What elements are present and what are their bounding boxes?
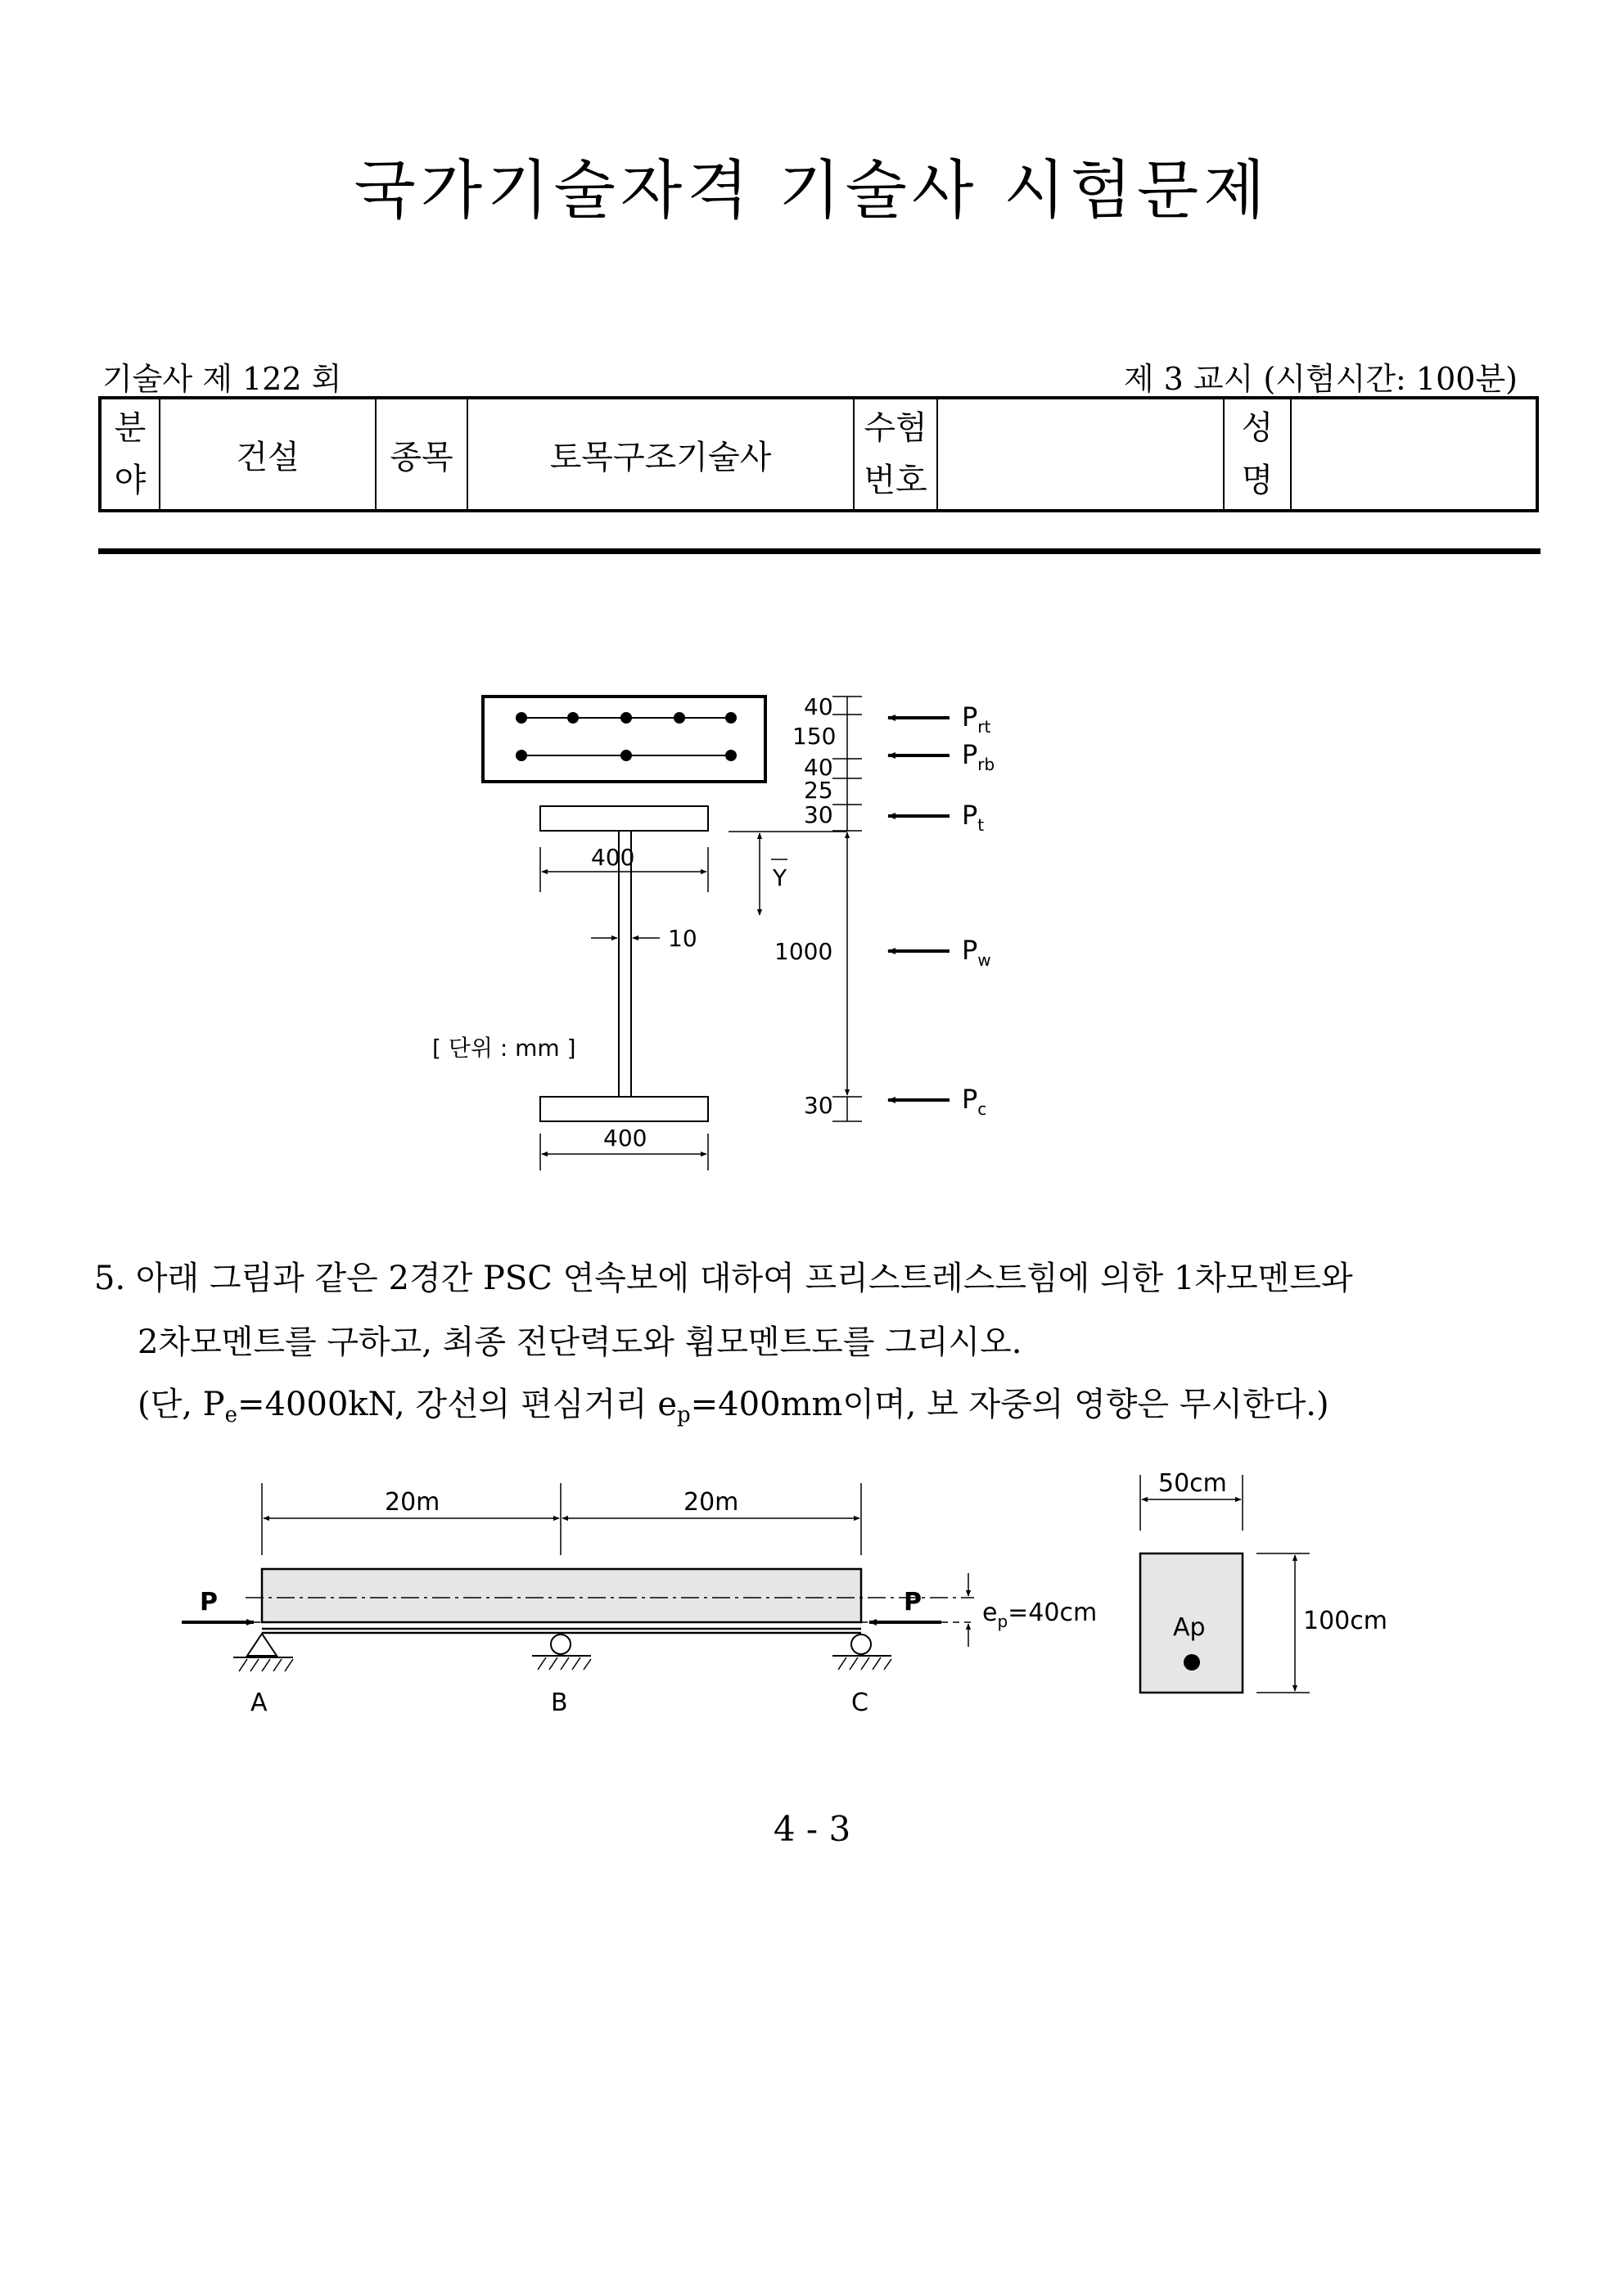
field-value: 건설 [160,398,376,511]
section-width-label: 50cm [1158,1469,1227,1498]
rebar-dot [620,712,632,724]
bottom-flange [540,1097,708,1121]
name-field[interactable] [1291,398,1537,511]
rebar-dot [725,750,737,761]
header-divider [98,548,1541,554]
support-b-label: B [551,1689,568,1717]
dim-web: 10 [668,925,697,952]
rebar-dot [516,750,527,761]
section-height-label: 100cm [1303,1607,1387,1635]
support-a-label: A [250,1689,268,1717]
dim-30-bottom: 30 [804,1092,833,1119]
category-value: 토목구조기술사 [467,398,854,511]
rebar-dot [516,712,527,724]
top-flange [540,806,708,831]
exam-session: 제 3 교시 (시험시간: 100분) [1123,361,1518,397]
rebar-slab [483,697,765,782]
dim-40-top: 40 [804,693,833,720]
beam-figure [0,1449,1624,1735]
span-2-label: 20m [683,1488,739,1517]
name-label: 성 명 [1224,398,1291,511]
rebar-dot [725,712,737,724]
roller-support-c [851,1634,871,1654]
roller-support-b [551,1634,571,1654]
dim-25: 25 [804,777,833,804]
unit-label: [ 단위 : mm ] [432,1035,576,1062]
problem-line-2: 2차모멘트를 구하고, 최종 전단력도와 휨모멘트도를 그리시오. [138,1323,1022,1361]
rebar-dot [620,750,632,761]
exam-round: 기술사 제 122 회 [102,361,342,397]
span-1-label: 20m [385,1488,440,1517]
p-left-label: P [200,1588,218,1616]
dim-top-flange: 400 [591,844,635,871]
force-prb: $P_{rb}$ [962,739,995,774]
dim-30-top: 30 [804,801,833,828]
force-pw: $P_w$ [962,935,991,970]
rebar-dot [567,712,579,724]
page-title: 국가기술자격 기술사 시험문제 [354,154,1270,228]
problem-line-1: 5. 아래 그림과 같은 2경간 PSC 연속보에 대하여 프리스트레스트힘에 의한 1차모멘트와 [94,1260,1353,1297]
section-figure [0,671,1624,1195]
page-number: 4 - 3 [773,1809,851,1849]
dim-1000: 1000 [774,938,833,965]
tendon-dot [1184,1654,1200,1671]
force-prt: $P_{rt}$ [962,701,991,737]
pin-support-a [247,1634,277,1656]
beam [262,1569,861,1622]
problem-line-3: (단, $P_e=4000kN$, 강선의 편심거리 $e_p=400mm$이며, 보 자중의 영향은 무시한다.) [138,1386,1329,1427]
force-pt: $P_t$ [962,800,985,835]
dim-bottom-flange: 400 [603,1125,647,1152]
dim-150: 150 [792,723,837,750]
support-c-label: C [851,1689,868,1717]
dim-40-mid: 40 [804,754,833,781]
exam-number-field[interactable] [937,398,1224,511]
exam-info-table [98,396,1539,512]
p-right-label: P [904,1588,922,1616]
field-label: 분 야 [100,398,160,511]
exam-number-label: 수험 번호 [854,398,937,511]
category-label: 종목 [376,398,467,511]
force-pc: $P_c$ [962,1084,987,1119]
ybar-label: Y [773,864,787,891]
eccentricity-label: $e_p=40cm$ [982,1598,1098,1631]
rebar-dot [674,712,685,724]
tendon-label: Ap [1173,1613,1206,1642]
